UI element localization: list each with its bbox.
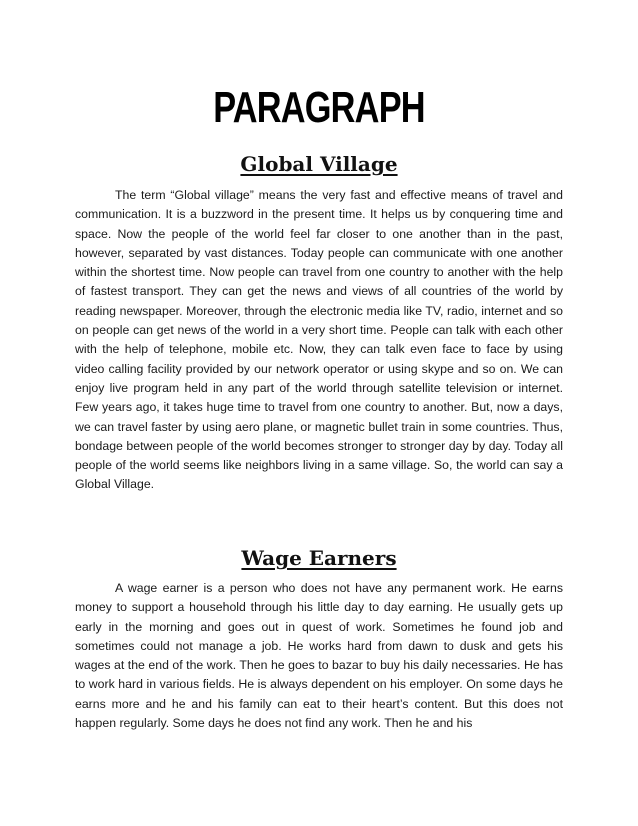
- section-paragraph-wage-earners: A wage earner is a person who does not have any permanent work. He earns money to support a household through his little day to day earning. He usually gets up early in the morning and goes out in quest of work. Sometimes he found job and sometimes could not manage a job. He works hard from dawn to dusk and gets his wages at the end of the work. Then he goes to bazar to buy his daily necessaries. He has to work hard in various fields. He is always dependent on his employer. On some days he earns more and he and his family can eat to their heart’s content. But this does not happen regularly. Some days he does not find any work. Then he and his: [75, 581, 563, 731]
- section-heading-wage-earners: [0, 545, 638, 571]
- document-title: PARAGRAPH: [213, 83, 425, 132]
- section-heading-text: Wage Earners: [241, 546, 397, 570]
- section-heading-text: Global Village: [240, 152, 398, 176]
- section-heading-global-village: [0, 151, 638, 177]
- section-paragraph-global-village: The term “Global village” means the very fast and effective means of travel and communication. It is a buzzword in the present time. It helps us by conquering time and space. Now the people of the world feel far closer to one another than in the past, however, separated by vast distances. Today people can communicate with one another within the shortest time. Now people can travel from one country to another with the help of fastest transport. They can get the news and views of all countries of the world by reading newspaper. Moreover, through the electronic media like TV, radio, internet and so on people can get news of the world in a very short time. People can talk with each other with the help of telephone, mobile etc. Now, they can talk even face to face by using video calling facility provided by our network operator or using skype and so on. We can enjoy live program held in any part of the world through satellite television or internet. Few years ago, it takes huge time to travel from one country to another. But, now a days, we can travel faster by using aero plane, or magnetic bullet train in some countries. Thus, bondage between people of the world becomes stronger to stronger day by day. Today all people of the world seems like neighbors living in a same village. So, the world can say a Global Village.: [75, 188, 563, 492]
